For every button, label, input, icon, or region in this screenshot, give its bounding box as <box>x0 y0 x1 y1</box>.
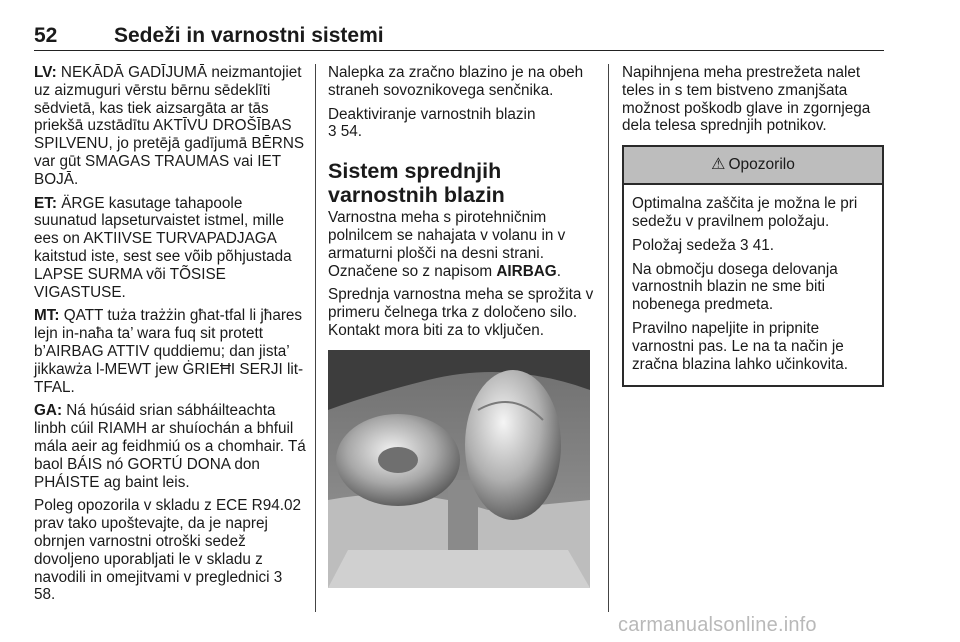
lang-label-ga: GA: <box>34 402 63 420</box>
deactivation-ref <box>328 106 598 142</box>
mt-text: QATT tuża trażżin għat-tfal li jħares lejn in-naħa ta’ wara fuq sit protett b’AIRBAG ATTIV quddiemu; dan jista’ jikkawża l-MEWT jew ĠRIEĦI SERJI lit-TFAL. <box>34 307 304 396</box>
column-3 <box>622 64 884 387</box>
page-header <box>34 24 884 50</box>
column-2 <box>328 64 598 588</box>
header-rule <box>34 50 884 51</box>
warning-triangle-icon: ⚠ <box>711 156 726 174</box>
deactivation-text: Deaktiviranje varnostnih blazin <box>328 105 536 123</box>
ece-paragraph <box>34 497 306 604</box>
warning-lv <box>34 64 306 189</box>
lang-label-et: ET: <box>34 194 57 212</box>
ga-text: Ná húsáid srian sábháilteachta linbh cúil RIAMH ar shuíochán a bhfuil mála aeir ag feidhmiú os a chomhair. Tá baol BÁIS nó GORTÚ DONA don PHÁISTE ag baint leis. <box>34 402 306 491</box>
ece-text: Poleg opozorila v skladu z ECE R94.02 prav tako upoštevajte, da je naprej obrnjen varnostni otroški sedež dovoljeno uporabljati le v skladu z navodili in omejitvami v preglednici <box>34 497 301 586</box>
warning-p4: Pravilno napeljite in pripnite varnostni pas. Le na ta način je zračna blazina lahko učinkovita. <box>632 319 848 373</box>
warning-ga <box>34 402 306 491</box>
lang-label-lv: LV: <box>34 64 57 81</box>
warning-p2 <box>632 237 874 255</box>
lv-text: NEKĀDĀ GADĪJUMĀ neizmantojiet uz aizmuguri vērstu bērnu sēdeklīti sēdvietā, kas tiek aizsargāta ar tās priekšā uzstādītu AKTĪVU DROŠĪBAS SPILVENU, jo pretējā gadījumā BĒRNS var gūt SMAGAS TRAUMAS vai IET BOJĀ. <box>34 64 305 188</box>
airbag-location-text <box>328 209 598 280</box>
airbag-label: AIRBAG <box>496 262 557 280</box>
page-ref-link[interactable]: 41. <box>752 236 775 254</box>
warning-body <box>624 185 882 385</box>
warning-et <box>34 195 306 302</box>
lang-label-mt: MT: <box>34 307 60 325</box>
column-divider-2 <box>608 64 609 612</box>
watermark: carmanualsonline.info <box>618 614 817 636</box>
airbag-location-pre: Varnostna meha s pirotehničnim polnilcem se nahajata v volanu in v armaturni plošči na desni strani. Označene so z napisom <box>328 209 566 280</box>
et-text: ÄRGE kasutage tahapoole suunatud lapseturvaistet istmel, mille ees on AKTIIVSE TURVAPADJAGA kaitstud iste, sest see võib põhjustada LAPSE SURMA või TÕSISE VIGASTUSE. <box>34 194 292 301</box>
page-number: 52 <box>34 24 58 47</box>
label-location-text: Nalepka za zračno blazino je na obeh straneh sovoznikovega senčnika. <box>328 64 584 99</box>
warning-title: Opozorilo <box>728 156 795 174</box>
warning-mt <box>34 307 306 396</box>
warning-p3: Na območju dosega delovanja varnostnih blazin ne sme biti nobenega predmeta. <box>632 260 838 314</box>
ref-arrow-icon: 3 <box>328 123 337 141</box>
airbag-effect-text: Napihnjena meha prestrežeta nalet teles in s tem bistveno zmanjšata možnost poškodb glave in zgornjega dela telesa sprednjih potnikov. <box>622 64 871 135</box>
airbag-location-post: . <box>556 262 561 280</box>
column-divider-1 <box>315 64 316 612</box>
section-heading: Sistem sprednjih varnostnih blazin <box>328 159 505 208</box>
warning-box <box>622 145 884 387</box>
ref-arrow-icon: 3 <box>740 236 749 254</box>
ref-arrow-icon: 3 <box>273 568 283 586</box>
page-ref-link[interactable]: 58. <box>34 586 56 604</box>
section-title: Sedeži in varnostni sistemi <box>114 24 384 47</box>
column-1 <box>34 64 306 610</box>
seat-position-text: Položaj sedeža <box>632 236 740 254</box>
warning-header <box>624 147 882 185</box>
page-ref-link[interactable]: 54. <box>340 123 363 141</box>
airbag-trigger-text: Sprednja varnostna meha se sprožita v primeru čelnega trka z določeno silo. Kontakt mora biti za to vključen. <box>328 286 594 339</box>
airbag-illustration <box>328 350 590 588</box>
warning-p1: Optimalna zaščita je možna le pri sedežu v pravilnem položaju. <box>632 195 858 230</box>
